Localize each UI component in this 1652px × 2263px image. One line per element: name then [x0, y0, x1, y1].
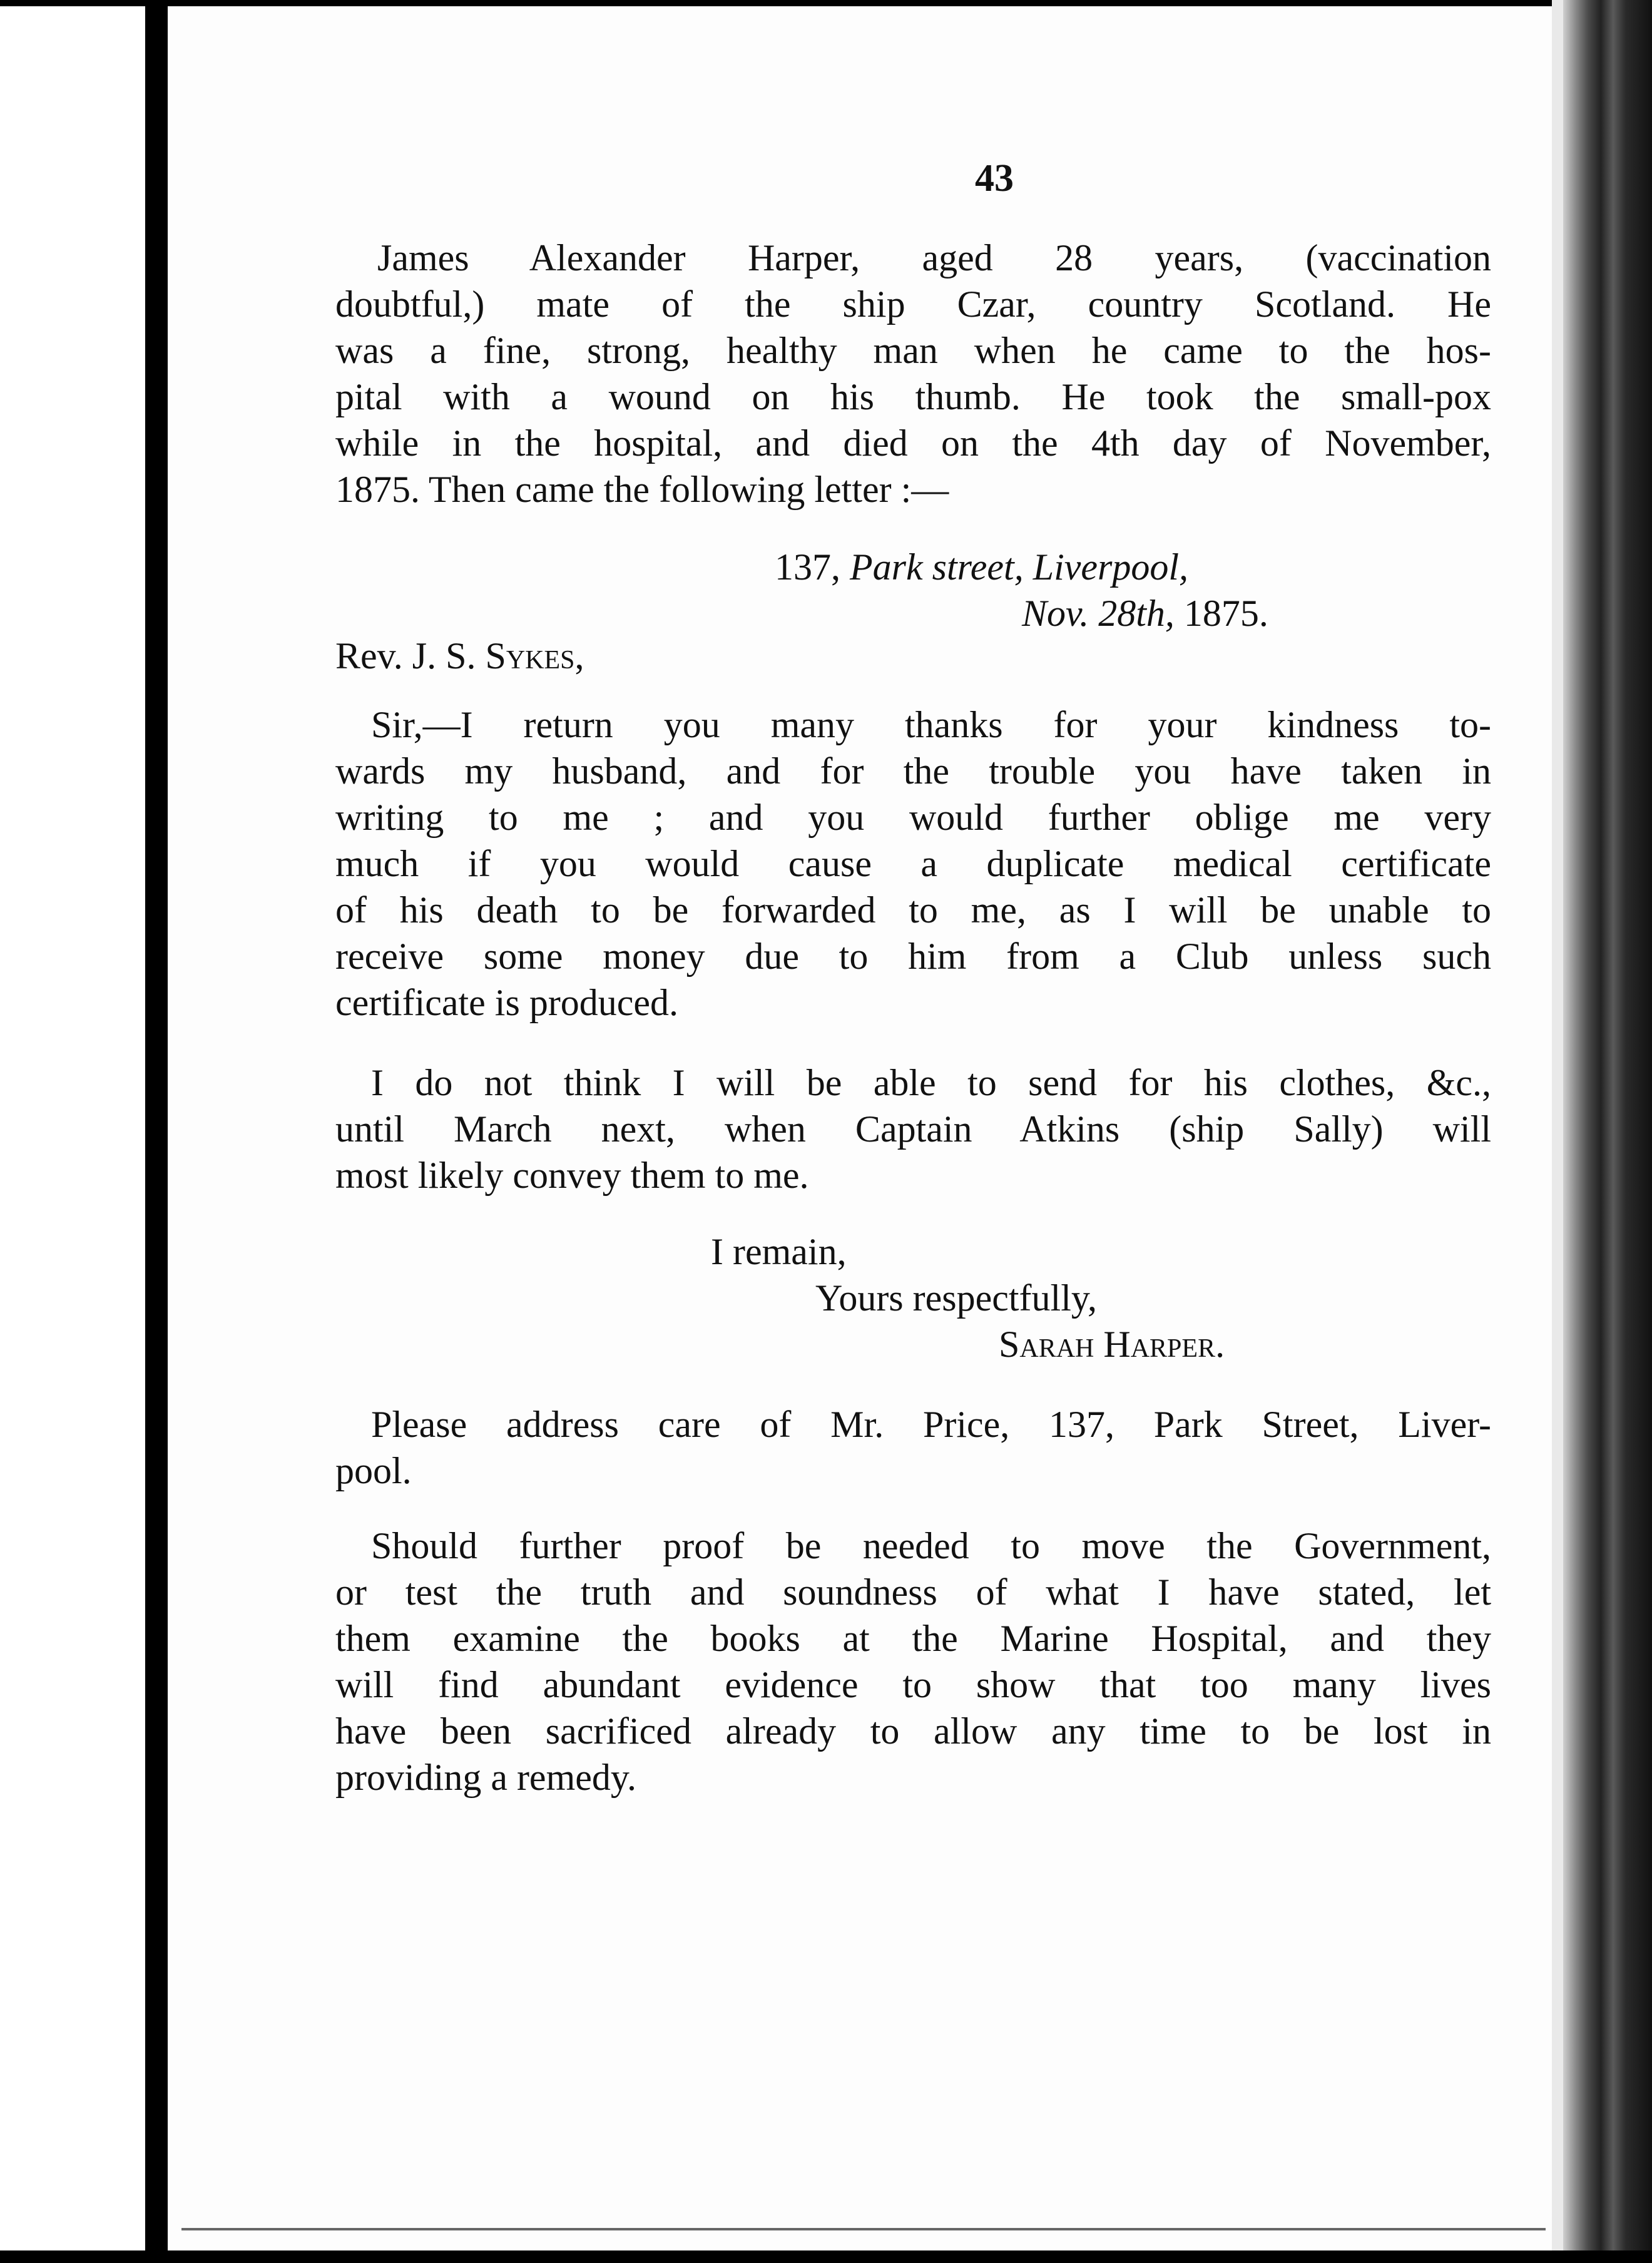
text-line: I do not think I will be able to send for his clothes, &c.,	[371, 1062, 1491, 1103]
text-line: receive some money due to him from a Club unless such	[335, 936, 1491, 977]
letter-signature: Sarah Harper.	[999, 1324, 1225, 1365]
text-line: pool.	[335, 1450, 412, 1491]
scan-border-left	[145, 0, 168, 2263]
address-street: Park street, Liverpool,	[850, 546, 1189, 588]
text-line: Should further proof be needed to move the Government,	[371, 1525, 1491, 1566]
book-page	[168, 6, 1552, 2250]
letter-closing-respectfully: Yours respectfully,	[815, 1277, 1097, 1319]
date-year: 1875.	[1183, 593, 1268, 634]
text-line: wards my husband, and for the trouble you have taken in	[335, 750, 1491, 792]
text-line: providing a remedy.	[335, 1757, 636, 1798]
salutation-prefix: Rev. J. S.	[335, 635, 476, 677]
text-line: of his death to be forwarded to me, as I will be unable to	[335, 889, 1491, 931]
bottom-rule	[181, 2228, 1546, 2230]
text-line: pital with a wound on his thumb. He took the small-pox	[335, 376, 1491, 417]
text-line: while in the hospital, and died on the 4th day of November,	[335, 422, 1491, 464]
text-line: certificate is produced.	[335, 982, 679, 1023]
letter-closing: I remain,	[711, 1231, 847, 1272]
text-line: much if you would cause a duplicate medical certificate	[335, 843, 1491, 884]
text-line: most likely convey them to me.	[335, 1155, 809, 1196]
page-number: 43	[975, 157, 1014, 200]
text-line: until March next, when Captain Atkins (ship Sally) will	[335, 1108, 1491, 1150]
address-number: 137,	[775, 546, 840, 588]
date-month: Nov.	[1022, 593, 1089, 634]
text-line: Sir,—I return you many thanks for your kindness to-	[371, 704, 1491, 745]
scan-border-right	[1563, 0, 1652, 2263]
text-line: was a fine, strong, healthy man when he came to the hos-	[335, 330, 1491, 371]
letter-salutation	[335, 633, 584, 678]
letter-address	[775, 544, 1188, 590]
text-line: them examine the books at the Marine Hospital, and they	[335, 1618, 1491, 1659]
date-day: 28th,	[1098, 593, 1175, 634]
text-line: Please address care of Mr. Price, 137, Park Street, Liver-	[371, 1404, 1491, 1445]
scan-border-bottom	[0, 2250, 1652, 2263]
text-line: 1875. Then came the following letter :—	[335, 469, 949, 510]
text-line: will find abundant evidence to show that too many lives	[335, 1664, 1491, 1705]
text-line: have been sacrificed already to allow any time to be lost in	[335, 1710, 1491, 1752]
letter-date	[1022, 591, 1268, 636]
text-line: or test the truth and soundness of what I have stated, let	[335, 1571, 1491, 1613]
text-line: doubtful,) mate of the ship Czar, country Scotland. He	[335, 284, 1491, 325]
text-line: James Alexander Harper, aged 28 years, (vaccination	[377, 237, 1491, 278]
scan-border-top	[0, 0, 1652, 6]
text-line: writing to me ; and you would further oblige me very	[335, 797, 1491, 838]
salutation-name: Sykes,	[485, 635, 584, 677]
